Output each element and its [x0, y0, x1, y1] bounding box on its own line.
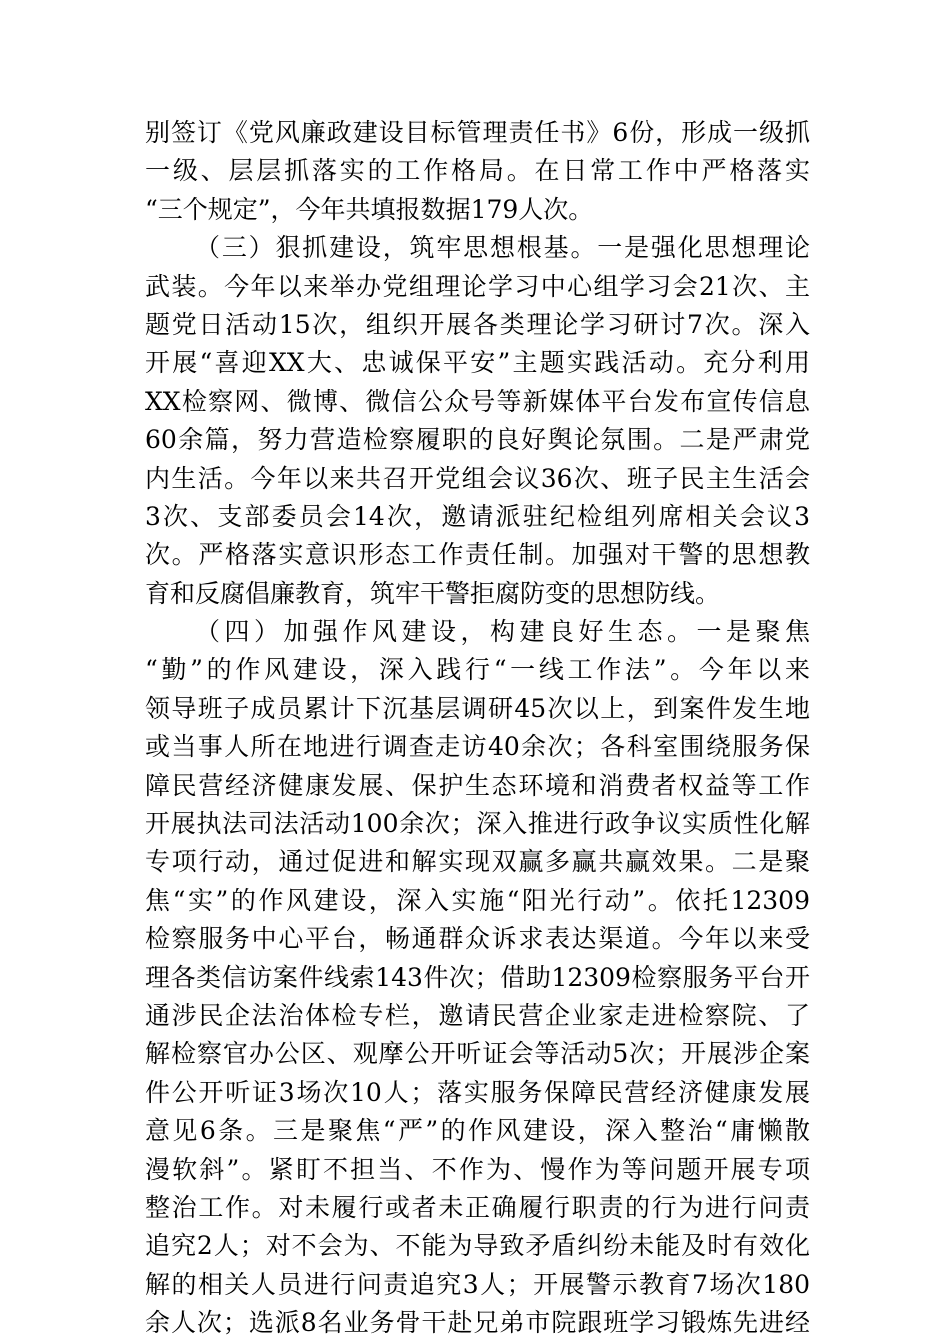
text-line: 解检察官办公区、观摩公开听证会等活动5次；开展涉企案 [145, 1039, 810, 1069]
text-line: 内生活。今年以来共召开党组会议36次、班子民主生活会 [145, 463, 810, 493]
text-line: 整治工作。对未履行或者未正确履行职责的行为进行问责 [145, 1192, 810, 1222]
text-line: 3次、支部委员会14次，邀请派驻纪检组列席相关会议3 [145, 501, 810, 531]
text-line: 解的相关人员进行问责追究3人；开展警示教育7场次180 [145, 1269, 810, 1299]
text-line: 件公开听证3场次10人；落实服务保障民营经济健康发展 [145, 1077, 810, 1107]
text-line: 意见6条。三是聚焦“严”的作风建设，深入整治“庸懒散 [145, 1116, 810, 1146]
text-line: 理各类信访案件线索143件次；借助12309检察服务平台开 [145, 962, 810, 992]
text-line: 开展执法司法活动100余次；深入推进行政争议实质性化解 [145, 809, 810, 839]
text-line: 余人次；选派8名业务骨干赴兄弟市院跟班学习锻炼先进经 [145, 1308, 810, 1338]
text-line: “三个规定”，今年共填报数据179人次。 [145, 194, 594, 224]
text-line: XX检察网、微博、微信公众号等新媒体平台发布宣传信息 [145, 386, 810, 416]
text-line: 漫软斜”。紧盯不担当、不作为、慢作为等问题开展专项 [145, 1154, 810, 1184]
text-line: 次。严格落实意识形态工作责任制。加强对干警的思想教 [145, 540, 810, 570]
text-line: 开展“喜迎XX大、忠诚保平安”主题实践活动。充分利用 [145, 348, 810, 378]
text-line: 专项行动，通过促进和解实现双赢多赢共赢效果。二是聚 [145, 847, 810, 877]
text-line: 60余篇，努力营造检察履职的良好舆论氛围。二是严肃党 [145, 425, 810, 455]
text-line: 或当事人所在地进行调查走访40余次；各科室围绕服务保 [145, 732, 810, 762]
text-line: （四）加强作风建设，构建良好生态。一是聚焦 [195, 617, 810, 647]
text-line: （三）狠抓建设，筑牢思想根基。一是强化思想理论 [195, 233, 810, 263]
text-line: 领导班子成员累计下沉基层调研45次以上，到案件发生地 [145, 693, 810, 723]
text-line: 别签订《党风廉政建设目标管理责任书》6份，形成一级抓 [145, 118, 810, 147]
text-line: 育和反腐倡廉教育，筑牢干警拒腐防变的思想防线。 [145, 578, 721, 608]
text-line: 通涉民企法治体检专栏，邀请民营企业家走进检察院、了 [145, 1000, 810, 1030]
text-line: 武装。今年以来举办党组理论学习中心组学习会21次、主 [145, 271, 810, 301]
text-line: 追究2人；对不会为、不能为导致矛盾纠纷未能及时有效化 [145, 1231, 810, 1261]
body-text [145, 114, 810, 1343]
text-line: 检察服务中心平台，畅通群众诉求表达渠道。今年以来受 [145, 924, 810, 954]
text-line: 焦“实”的作风建设，深入实施“阳光行动”。依托12309 [145, 885, 810, 915]
text-line: 一级、层层抓落实的工作格局。在日常工作中严格落实 [145, 156, 810, 186]
text-line: “勤”的作风建设，深入践行“一线工作法”。今年以来 [145, 655, 810, 685]
text-line: 障民营经济健康发展、保护生态环境和消费者权益等工作 [145, 770, 810, 800]
text-line: 题党日活动15次，组织开展各类理论学习研讨7次。深入 [145, 309, 810, 339]
